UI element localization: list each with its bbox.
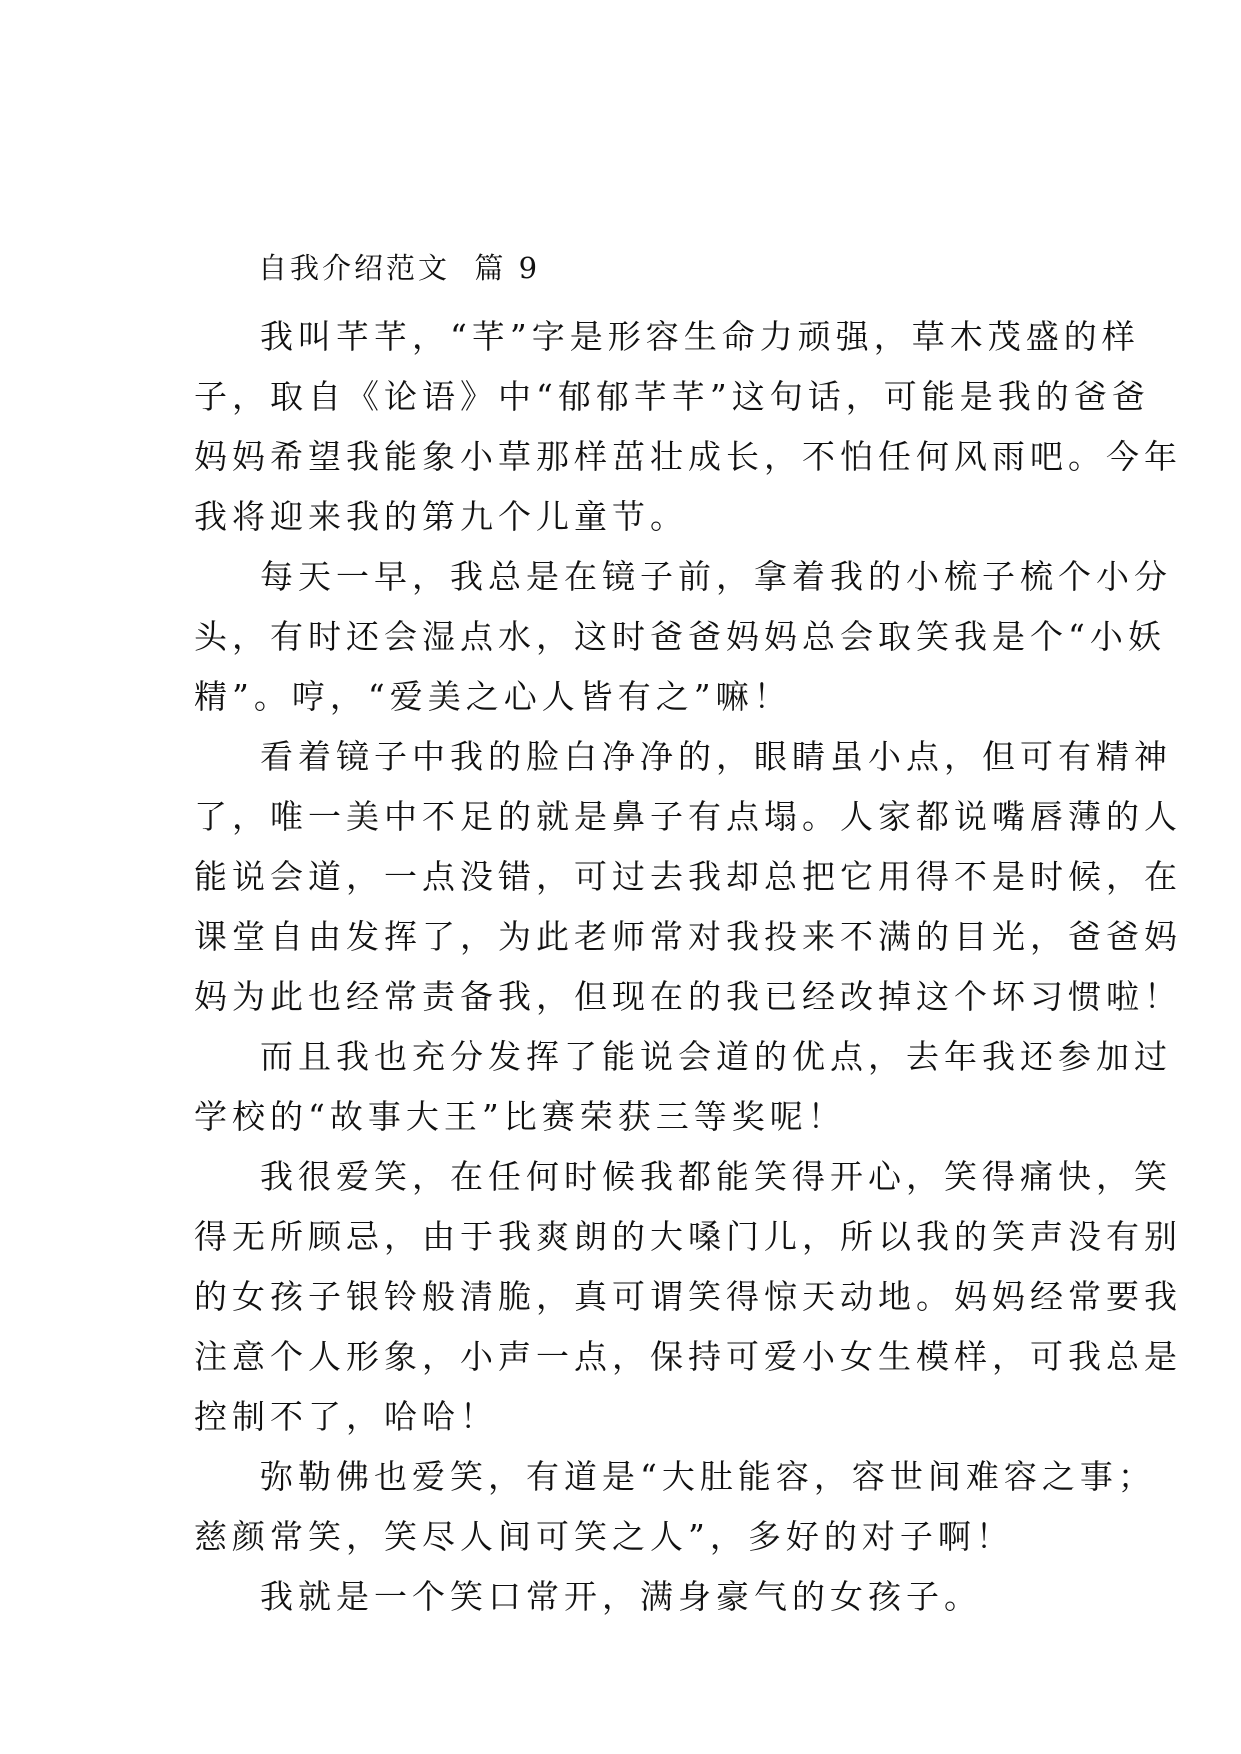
paragraph-line: 课堂自由发挥了，为此老师常对我投来不满的目光，爸爸妈 — [194, 917, 1182, 956]
paragraph-5 — [194, 1147, 1182, 1447]
paragraph-line: 子，取自《论语》中“郁郁芊芊”这句话，可能是我的爸爸 — [194, 377, 1150, 416]
paragraph-line: 精”。哼，“爱美之心人皆有之”嘛！ — [194, 677, 792, 716]
document-title: 自我介绍范文 篇 9 — [258, 251, 541, 285]
paragraph-6 — [194, 1447, 1156, 1567]
paragraph-line: 妈为此也经常责备我，但现在的我已经改掉这个坏习惯啦！ — [194, 977, 1182, 1016]
paragraph-line: 慈颜常笑，笑尽人间可笑之人”，多好的对子啊！ — [194, 1517, 1014, 1556]
paragraph-2 — [194, 547, 1172, 727]
paragraph-line: 得无所顾忌，由于我爽朗的大嗓门儿，所以我的笑声没有别 — [194, 1217, 1182, 1256]
paragraph-line: 弥勒佛也爱笑，有道是“大肚能容，容世间难容之事； — [260, 1457, 1156, 1496]
paragraph-line: 控制不了，哈哈！ — [194, 1397, 498, 1436]
paragraph-line: 而且我也充分发挥了能说会道的优点，去年我还参加过 — [260, 1037, 1172, 1076]
paragraph-line: 能说会道，一点没错，可过去我却总把它用得不是时候，在 — [194, 857, 1182, 896]
paragraph-line: 我很爱笑，在任何时候我都能笑得开心，笑得痛快，笑 — [260, 1157, 1172, 1196]
paragraph-line: 看着镜子中我的脸白净净的，眼睛虽小点，但可有精神 — [260, 737, 1172, 776]
paragraph-line: 每天一早，我总是在镜子前，拿着我的小梳子梳个小分 — [260, 557, 1172, 596]
paragraph-line: 的女孩子银铃般清脆，真可谓笑得惊天动地。妈妈经常要我 — [194, 1277, 1182, 1316]
document-body — [194, 243, 1182, 1627]
paragraph-line: 我就是一个笑口常开，满身豪气的女孩子。 — [260, 1577, 982, 1616]
paragraph-4 — [194, 1027, 1172, 1147]
paragraph-1 — [194, 307, 1182, 547]
paragraph-3 — [194, 727, 1182, 1027]
paragraph-line: 学校的“故事大王”比赛荣获三等奖呢！ — [194, 1097, 846, 1136]
paragraph-7 — [194, 1567, 1064, 1627]
paragraph-line: 我将迎来我的第九个儿童节。 — [194, 497, 688, 536]
paragraph-line: 了，唯一美中不足的就是鼻子有点塌。人家都说嘴唇薄的人 — [194, 797, 1182, 836]
paragraph-line: 我叫芊芊，“芊”字是形容生命力顽强，草木茂盛的样 — [260, 317, 1140, 356]
paragraph-line: 头，有时还会湿点水，这时爸爸妈妈总会取笑我是个“小妖 — [194, 617, 1166, 656]
paragraph-line: 妈妈希望我能象小草那样茁壮成长，不怕任何风雨吧。今年 — [194, 437, 1182, 476]
paragraph-line: 注意个人形象，小声一点，保持可爱小女生模样，可我总是 — [194, 1337, 1182, 1376]
